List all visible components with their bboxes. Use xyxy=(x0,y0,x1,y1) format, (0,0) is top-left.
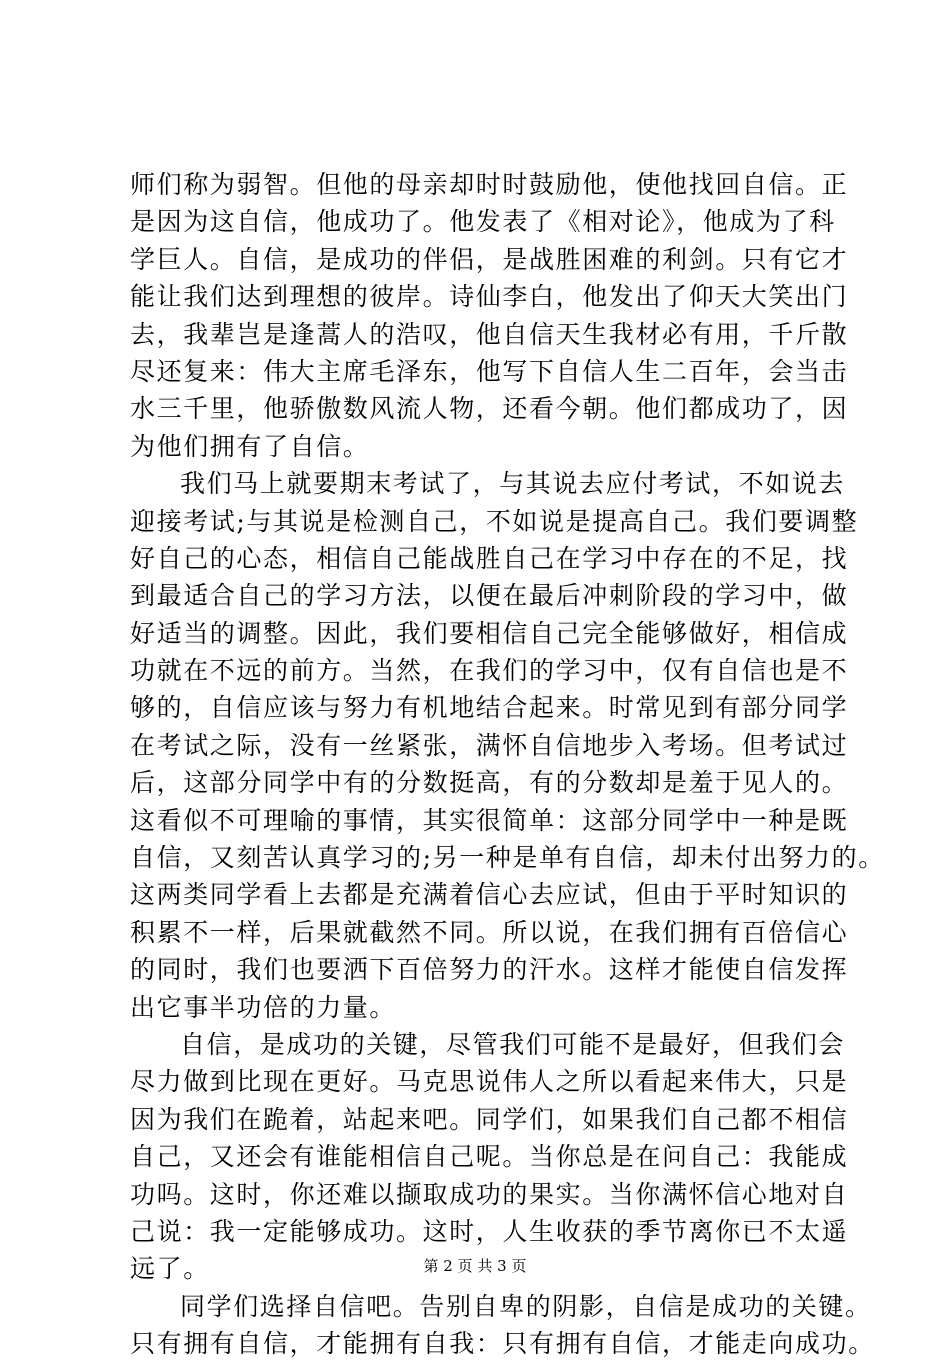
text-line: 自己，又还会有谁能相信自己呢。当你总是在问自己：我能成 xyxy=(130,1142,849,1172)
page-number-footer: 第 2 页 共 3 页 xyxy=(423,1257,527,1275)
text-line: 功吗。这时，你还难以撷取成功的果实。当你满怀信心地对自 xyxy=(130,1179,849,1209)
text-line: 迎接考试;与其说是检测自己，不如说是提高自己。我们要调整 xyxy=(130,506,859,536)
paragraph-first-line: 自信，是成功的关键，尽管我们可能不是最好，但我们会 xyxy=(180,1029,846,1059)
text-line: 能让我们达到理想的彼岸。诗仙李白，他发出了仰天大笑出门 xyxy=(130,282,849,312)
text-line: 去，我辈岂是逢蒿人的浩叹，他自信天生我材必有用，千斤散 xyxy=(130,319,849,349)
text-line: 自信，又刻苦认真学习的;另一种是单有自信，却未付出努力的。 xyxy=(130,843,885,873)
text-line: 这看似不可理喻的事情，其实很简单：这部分同学中一种是既 xyxy=(130,805,849,835)
text-line: 尽还复来：伟大主席毛泽东，他写下自信人生二百年，会当击 xyxy=(130,356,849,386)
text-line: 后，这部分同学中有的分数挺高，有的分数却是羞于见人的。 xyxy=(130,768,849,798)
text-line: 的同时，我们也要洒下百倍努力的汗水。这样才能使自信发挥 xyxy=(130,955,849,985)
text-line: 是因为这自信，他成功了。他发表了《相对论》，他成为了科 xyxy=(130,207,836,237)
text-line: 因为我们在跪着，站起来吧。同学们，如果我们自己都不相信 xyxy=(130,1104,849,1134)
text-line: 出它事半功倍的力量。 xyxy=(130,992,397,1022)
text-line: 远了。 xyxy=(130,1254,210,1284)
text-line: 尽力做到比现在更好。马克思说伟人之所以看起来伟大，只是 xyxy=(130,1067,849,1097)
text-line: 在考试之际，没有一丝紧张，满怀自信地步入考场。但考试过 xyxy=(130,730,849,760)
paragraph-first-line: 我们马上就要期末考试了，与其说去应付考试，不如说去 xyxy=(180,469,846,499)
text-line: 学巨人。自信，是成功的伴侣，是战胜困难的利剑。只有它才 xyxy=(130,244,849,274)
text-line: 到最适合自己的学习方法，以便在最后冲刺阶段的学习中，做 xyxy=(130,581,849,611)
text-line: 积累不一样，后果就截然不同。所以说，在我们拥有百倍信心 xyxy=(130,917,849,947)
text-line: 水三千里，他骄傲数风流人物，还看今朝。他们都成功了，因 xyxy=(130,394,849,424)
text-line: 为他们拥有了自信。 xyxy=(130,431,370,461)
document-body xyxy=(130,166,885,1363)
text-line: 功就在不远的前方。当然，在我们的学习中，仅有自信也是不 xyxy=(130,656,849,686)
text-line: 好适当的调整。因此，我们要相信自己完全能够做好，相信成 xyxy=(130,618,849,648)
text-line: 好自己的心态，相信自己能战胜自己在学习中存在的不足，找 xyxy=(130,543,849,573)
paragraph-first-line: 同学们选择自信吧。告别自卑的阴影，自信是成功的关键。 xyxy=(180,1291,872,1321)
text-line: 只有拥有自信，才能拥有自我：只有拥有自信，才能走向成功。 xyxy=(130,1329,875,1359)
text-line: 这两类同学看上去都是充满着信心去应试，但由于平时知识的 xyxy=(130,880,849,910)
text-line: 够的，自信应该与努力有机地结合起来。时常见到有部分同学 xyxy=(130,693,849,723)
text-line: 师们称为弱智。但他的母亲却时时鼓励他，使他找回自信。正 xyxy=(130,170,849,199)
text-line: 己说：我一定能够成功。这时，人生收获的季节离你已不太遥 xyxy=(130,1216,849,1246)
